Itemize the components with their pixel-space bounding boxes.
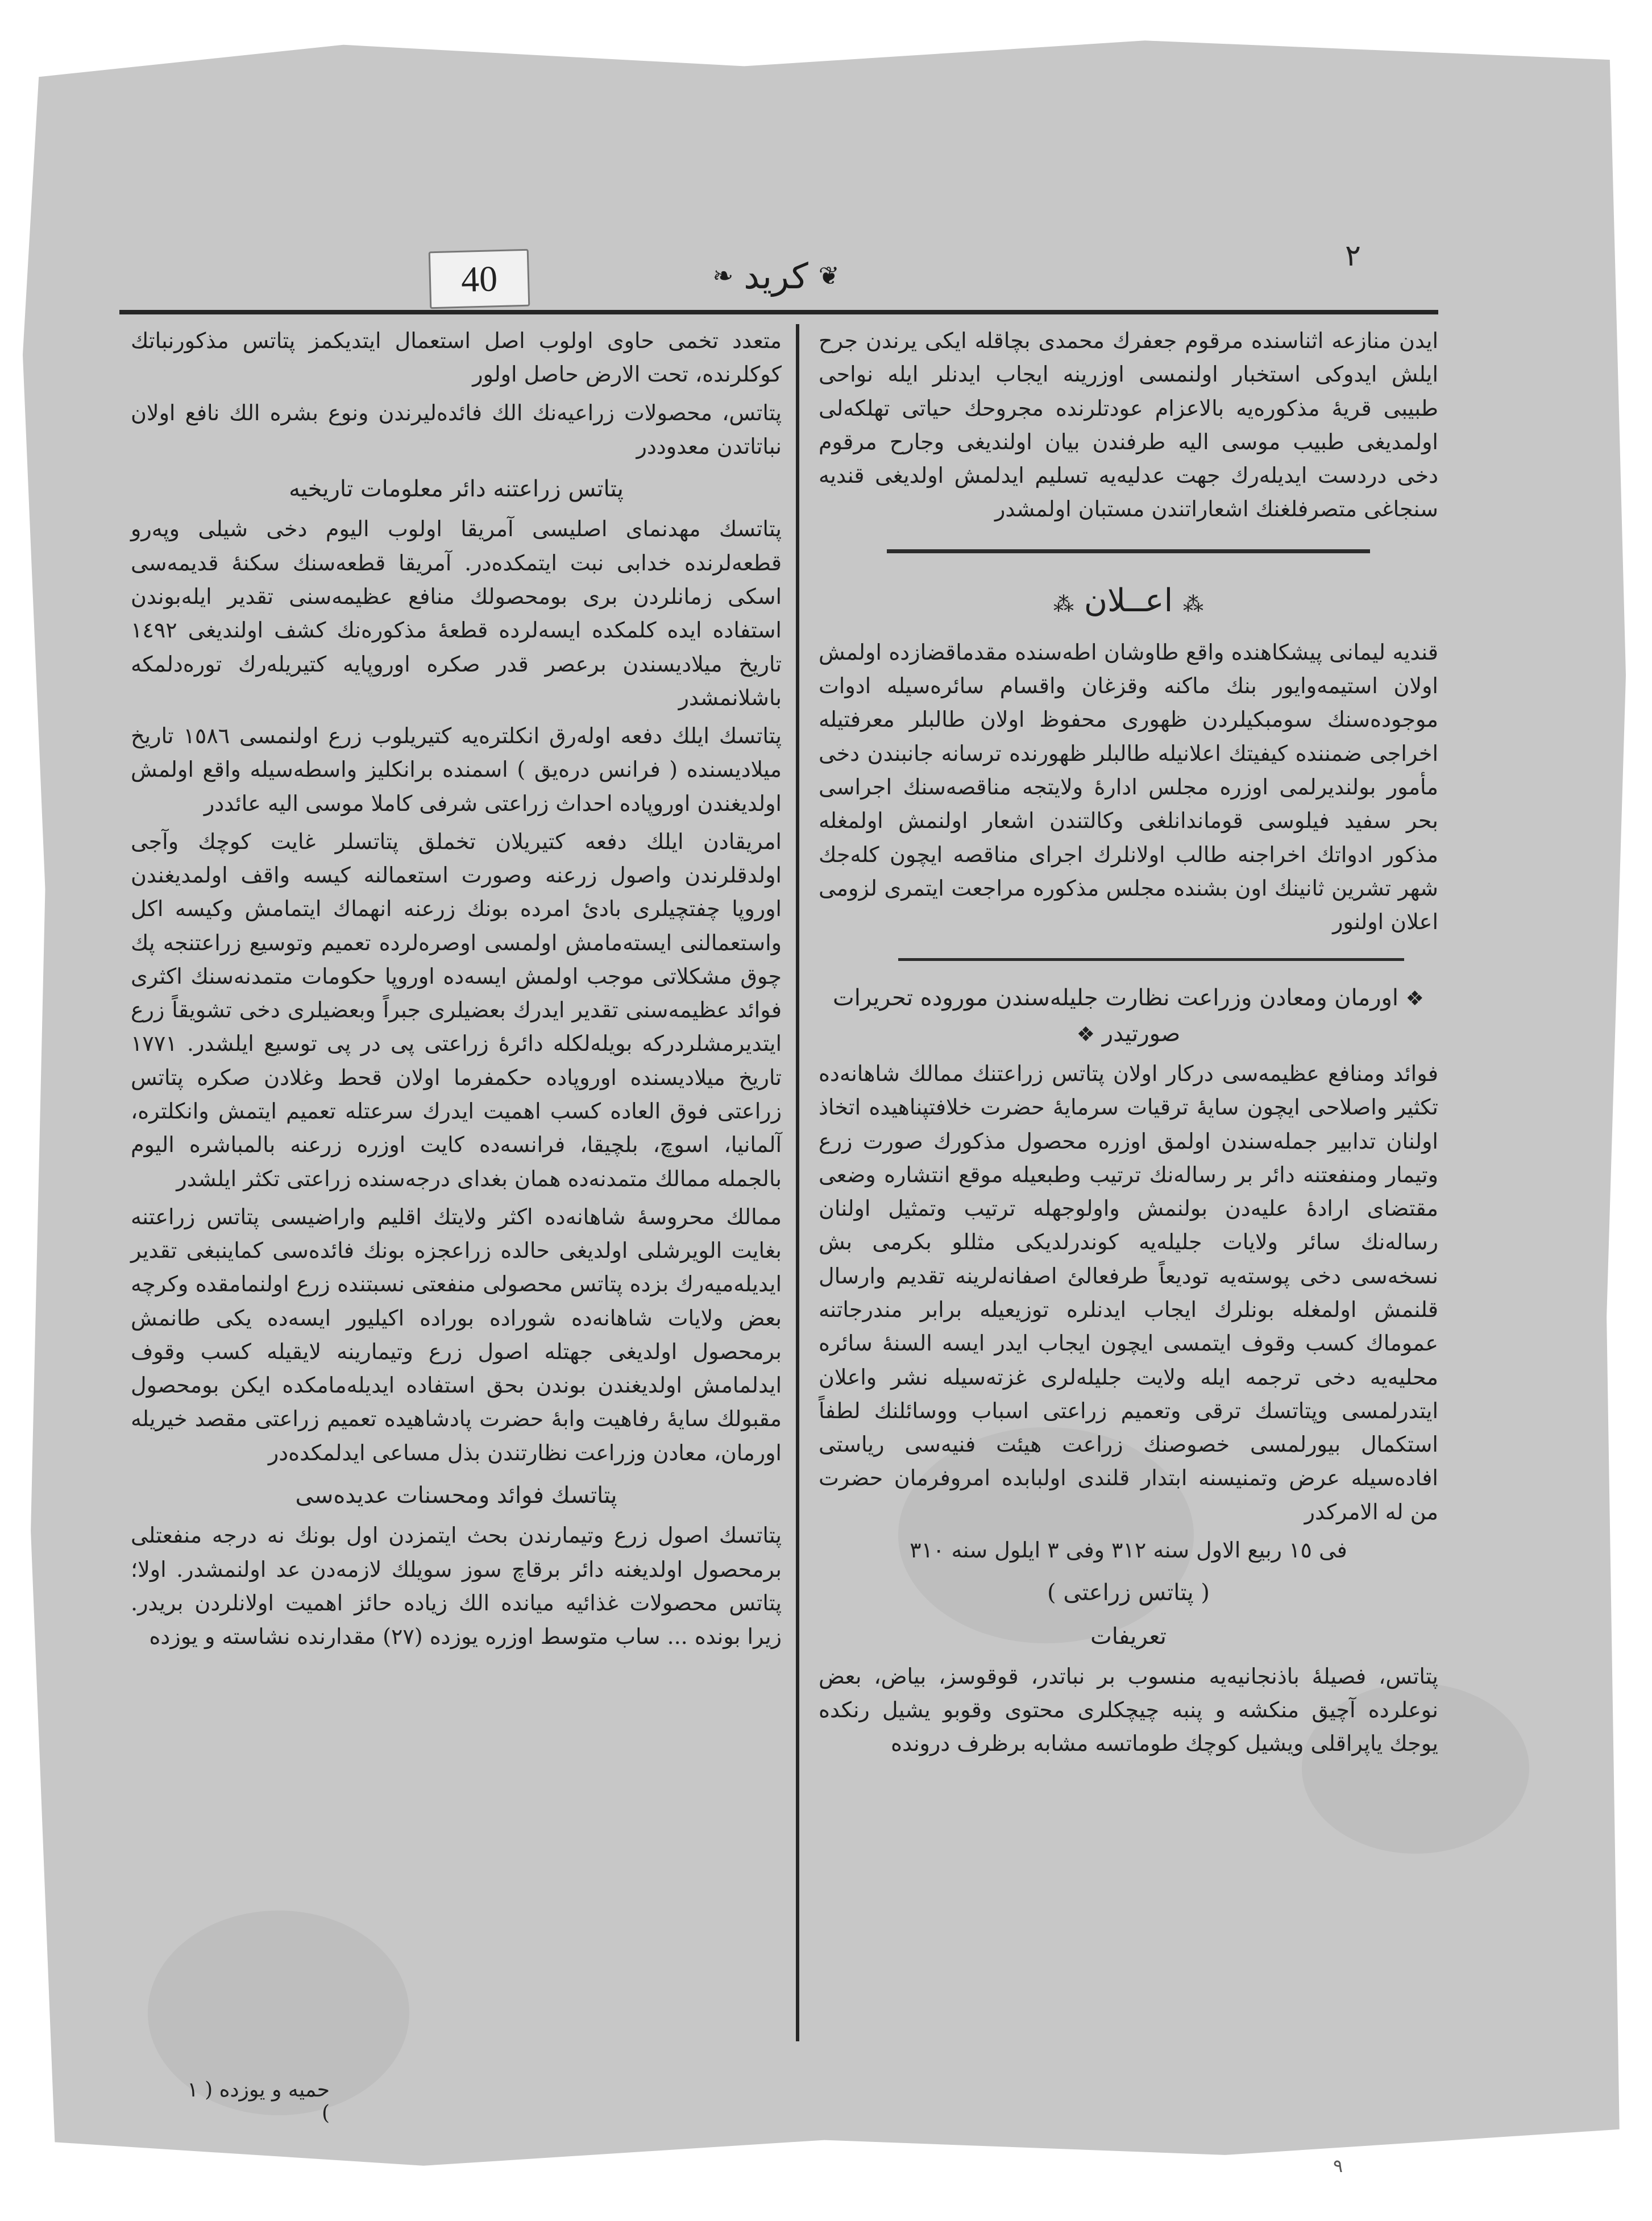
- left-column: [131, 324, 782, 1658]
- ornament-left-icon: ❦: [818, 261, 840, 291]
- ministry-body: فوائد ومنافع عظيمه‌سى دركار اولان پتاتس زراعتنك ممالك شاهانه‌ده تكثير واصلاحى ايچون سايهٔ ترقيات سرمايهٔ حضرت خلافتپناهيده اتخاذ اولنان تدابير جمله‌سندن اولمق اوزره محصول مذكورك صورت زرع وتيمار ومنفعتنه دائر بر رساله‌نك ترتيب وطبعيله موقع انتشاره وضعى مقتضاى ارادهٔ عليه‌دن بولنمش واولوجهله ترتيب وتمثيل اولنان رساله‌نك سائر ولايات جليله‌يه كوندرلديكى مثللو بكرمى بش نسخه‌سى دخى پوسته‌يه توديعاً طرفعالئ اصفانه‌لرينه تقديم وارسال قلنمش اولمغله بونلرك ايجاب ايدنلره توزيعيله برابر مندرجاتنه عموماك كسب وقوف ايتمسى ايچون ايجاب ايدر ايسه السنهٔ سائره محليه‌يه دخى ترجمه ايله ولايت جليله‌لرى غزته‌سيله نشر واعلان ايتدرلمسى وپتاتسك ترقى وتعميم زراعتى اسباب ووسائلنك لطفاً استكمال بيورلمسى خصوصنك زراعت هيئت فنيه‌سى رياستى افاده‌سيله عرض وتمنيسنه ابتدار قلندى اولبابده امروفرمان حضرت من له الامركدر: [819, 1061, 1438, 1524]
- intro-paragraph: ايدن منازعه اثناسنده مرقوم جعفرك محمدى بچاقله ايكى يرندن جرح ايلش ايدوكى استخبار اولنمسى اوزرينه ايجاب ايدنلر ايله نواحى طبيبى قريهٔ مذكوره‌يه بالاعزام عودتلرنده مجروحك حياتى تهلكه‌لى اولمديغى طبيب موسى اليه طرفندن بيان اولنديغى وجارح مرقوم دخى دردست ايديله‌رك جهت عدليه‌يه تسليم ايدلمش اولديغى قنديه سنجاغى متصرفلغنك اشعاراتندن مستبان اولمشدر: [819, 328, 1438, 522]
- left-paragraph-7: پتاتسك اصول زرع وتيمارندن بحث ايتمزدن اول بونك نه درجه منفعتلى برمحصول اولديغنه دائر برقاچ سوز سويلك لازمه‌دن عد اولنمشدر. اولا؛ پتاتس محصولات غذائيه ميانده الك زياده حائز اهميت اولانلردن بريدر. زيرا بونده ... ساب متوسط اوزره يوزده (٢٧) مقدارنده نشاسته و يوزده: [131, 1523, 782, 1650]
- definitions-title: تعريفات: [1090, 1623, 1167, 1650]
- ministry-heading: ❖ اورمان ومعادن وزراعت نظارت جليله‌سندن موروده تحريرات صورتيدر ❖: [833, 985, 1424, 1047]
- right-column: [819, 324, 1438, 1766]
- continuation-line: حميه و يوزده ( ١ ): [187, 2078, 330, 2125]
- archive-number-tag: 40: [429, 249, 530, 309]
- masthead-title: كريد: [744, 255, 808, 297]
- ornament-icon: ❖: [1076, 1022, 1095, 1046]
- left-paragraph-6: ممالك محروسهٔ شاهانه‌ده اكثر ولايتك اقليم واراضيسى پتاتس زراعتنه بغايت الويرشلى اولديغى حالده زراعجزه بونك فائده‌سى كماينبغى تقدير ايديله‌ميه‌رك بزده پتاتس محصولى منفعتى نسبتنده زرع اولنمامقده وكرچه بعض ولايات شاهانه‌ده شوراده بوراده اكيليور ايسه‌ده يكى طانمش برمحصول اولديغى جهتله اصول زرع وتيمارينه لايقيله كسب وقوف ايدلمامش اولديغندن بوندن بحق استفاده ايديله‌مامكده ايكن بومحصول مقبولك سايهٔ رفاهيت وابهٔ حضرت پادشاهيده تعميم زراعتى مقصد خيريله اورمان، معادن وزراعت نظارتندن بذل مساعى ايدلمكده‌در: [131, 1204, 782, 1465]
- left-paragraph-5: امريقادن ايلك دفعه كتيريلان تخملق پتاتسلر غايت كوچك وآجى اولدقلرندن واصول زرعنه وصورت استعمالنه كيسه واقف اولمديغندن اوروپا چفتچيلرى بادئ امرده بونك زرعنه انهماك ايتمامش وكيسه اكل واستعمالنى ايسته‌مامش اولمسى اوصره‌لرده تعميم وتوسيع زراعتنجه پك چوق مشكلاتى موجب اولمش ايسه‌ده اوروپا حكومات متمدنه‌سنك اكثرى فوائد عظيمه‌سنى تقدير ايدرك بعضيلرى جبراً وبعضيلرى دخى تشويقاً زرع ايتديرمشلردركه بويله‌لكله دائرهٔ زراعتى پى در پى توسيع ايلشدر. ١٧٧١ تاريخ ميلاديسنده اوروپاده حكمفرما اولان قحط وغلادن صكره پتاتس زراعتى فوق العاده كسب اهميت ايدرك سرعتله تعميم ايتمش وانكلتره، آلمانيا، اسوچ، بلچيقا، فرانسه‌ده كايت اوزره زرعنه بالمباشره اليوم بالجمله ممالك متمدنه‌ده همان بغداى درجه‌سنده زراعتى تكثر ايلشدر: [131, 828, 782, 1191]
- section-rule: [887, 549, 1370, 553]
- left-paragraph-4: پتاتسك ايلك دفعه اوله‌رق انكلتره‌يه كتيريلوب زرع اولنمسى ١٥٨٦ تاريخ ميلاديسنده ( فرانس دره‌يق ) اسمنده برانكليز واسطه‌سيله واقع اولمش اولديغندن اوروپاده احداث زراعتى شرفى كاملا موسى اليه عائددر: [131, 723, 782, 816]
- benefits-heading: پتاتسك فوائد ومحسنات عديده‌سى: [295, 1482, 617, 1509]
- history-heading: پتاتس زراعتنه دائر معلومات تاريخيه: [289, 476, 624, 503]
- ornament-right-icon: ❧: [712, 261, 734, 291]
- section-rule: [898, 958, 1404, 961]
- header-rule: [119, 310, 1438, 314]
- column-divider: [796, 324, 799, 2041]
- ornament-icon: ⁂: [1053, 592, 1074, 616]
- left-paragraph-2: پتاتس، محصولات زراعيه‌نك الك فائده‌ليرندن ونوع بشره الك نافع اولان نباتاتدن معدوددر: [131, 400, 782, 459]
- notice-title: ⁂ اعــلان ⁂: [1053, 582, 1203, 619]
- ornament-icon: ⁂: [1182, 592, 1203, 616]
- notice-body: قنديه ليمانى پيشكاهنده واقع طاوشان اطه‌سنده مقدماقضازده اولمش اولان استيمه‌وايور بنك ماكنه وقزغان واقسام سائره‌سيله ادوات موجوده‌سنك سومبكيلردن ظهورى محفوظ اولان طالبلر معرفتيله اخراجى ضمننده كيفيتك اعلانيله طالبلر ظهورنده ترسانه جانبندن دخى مأمور بولنديرلمى اوزره مجلس ادارهٔ ولايتجه مناقصه‌سنك اجراسى بحر سفيد فيلوسى قوماندانلغى وكالتندن اشعار اولنمش اولمغله مذكور ادواتك اخراجنه طالب اولانلرك اجراى مناقصه ايچون كله‌جك شهر تشرين ثانينك اون بشنده مجلس مذكوره مراجعت ايتمرى لزومى اعلان اولنور: [819, 639, 1438, 935]
- ornament-icon: ❖: [1405, 987, 1424, 1011]
- left-paragraph-3: پتاتسك مهدنماى اصليسى آمريقا اولوب اليوم دخى شيلى وپه‌رو قطعه‌لرنده خدابى نبت ايتمكده‌در. آمريقا قطعه‌سنك سكنهٔ قديمه‌سى اسكى زمانلردن برى بومحصولك منافع عظيمه‌سنى تقدير ايله‌بوندن استفاده ايده كلمكده ايسه‌لرده قطعهٔ مذكوره‌نك كشف اولنديغى ١٤٩٢ تاريخ ميلاديسندن برعصر قدر صكره اوروپايه كتيريله‌رك توره‌دلمكه باشلانمشدر: [131, 516, 782, 710]
- page-number: ٢: [1345, 239, 1361, 273]
- definitions-body: پتاتس، فصيلهٔ باذنجانيه‌يه منسوب بر نباتدر، قوقوسز، بياض، بعض نوعلرده آچيق منكشه و پنبه چيچكلرى محتوى وقوبو يشيل رنكده يوجك ياپراقلى ويشيل كوچك طوماتسه مشابه برظرف درونده: [819, 1663, 1438, 1756]
- date-line: فى ١٥ ربيع الاول سنه ٣١٢ وفى ٣ ايلول سنه ٣١٠: [910, 1537, 1347, 1563]
- potato-cultivation-title: ( پتاتس زراعتى ): [1047, 1580, 1210, 1606]
- masthead: [668, 250, 884, 301]
- page-mark: ٩: [1333, 2155, 1343, 2177]
- left-paragraph-1: متعدد تخمى حاوى اولوب اصل استعمال ايتديكمز پتاتس مذكورنباتك كوكلرنده، تحت الارض حاصل اولور: [131, 328, 782, 387]
